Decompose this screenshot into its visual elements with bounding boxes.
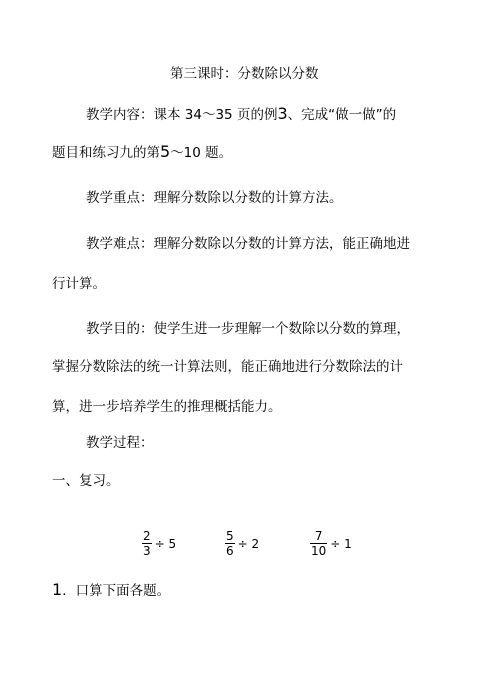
denominator: 10 — [311, 544, 327, 558]
process-label: 教学过程： — [86, 435, 154, 451]
exercise-start-number: 5 — [160, 142, 171, 161]
numerator: 5 — [226, 529, 234, 543]
numerator: 7 — [314, 529, 323, 543]
fraction — [142, 529, 152, 558]
objective-line-2: 掌握分数除法的统一计算法则，能正确地进行分数除法的计 — [52, 359, 403, 375]
fraction — [225, 529, 235, 558]
divide-term: ÷ 2 — [237, 536, 260, 551]
objective-line-1: 教学目的：使学生进一步理解一个数除以分数的算理， — [86, 321, 410, 337]
example-number: 3 — [277, 104, 288, 123]
review-expressions — [0, 529, 486, 569]
fraction — [310, 529, 327, 558]
section-review-heading: 一、复习。 — [52, 473, 120, 489]
divide-term: ÷ 5 — [154, 536, 177, 551]
content-line-1 — [86, 104, 396, 125]
task-text: ．口算下面各题。 — [62, 583, 171, 599]
expression-2 — [225, 529, 259, 558]
divide-term: ÷ 1 — [330, 536, 352, 551]
content-line-2 — [52, 142, 232, 163]
denominator: 6 — [226, 544, 234, 558]
difficulty-line-1: 教学难点：理解分数除以分数的计算方法，能正确地进 — [86, 236, 410, 252]
content-label: 教学内容：课本 34～35 页的例 — [86, 107, 278, 123]
content-label-cont: 、完成“做一做”的 — [287, 107, 397, 123]
content-line2-start: 题目和练习九的第 — [52, 145, 160, 161]
difficulty-line-2: 行计算。 — [52, 276, 106, 292]
expression-3 — [310, 529, 352, 558]
content-line2-end: ～10 题。 — [170, 145, 233, 161]
expression-1 — [142, 529, 176, 558]
page-title: 第三课时：分数除以分数 — [170, 66, 319, 82]
task-1 — [52, 580, 170, 601]
task-number: 1 — [52, 580, 63, 599]
key-point: 教学重点：理解分数除以分数的计算方法。 — [86, 190, 343, 206]
denominator: 3 — [143, 544, 151, 558]
objective-line-3: 算，进一步培养学生的推理概括能力。 — [52, 399, 282, 415]
numerator: 2 — [143, 529, 151, 543]
